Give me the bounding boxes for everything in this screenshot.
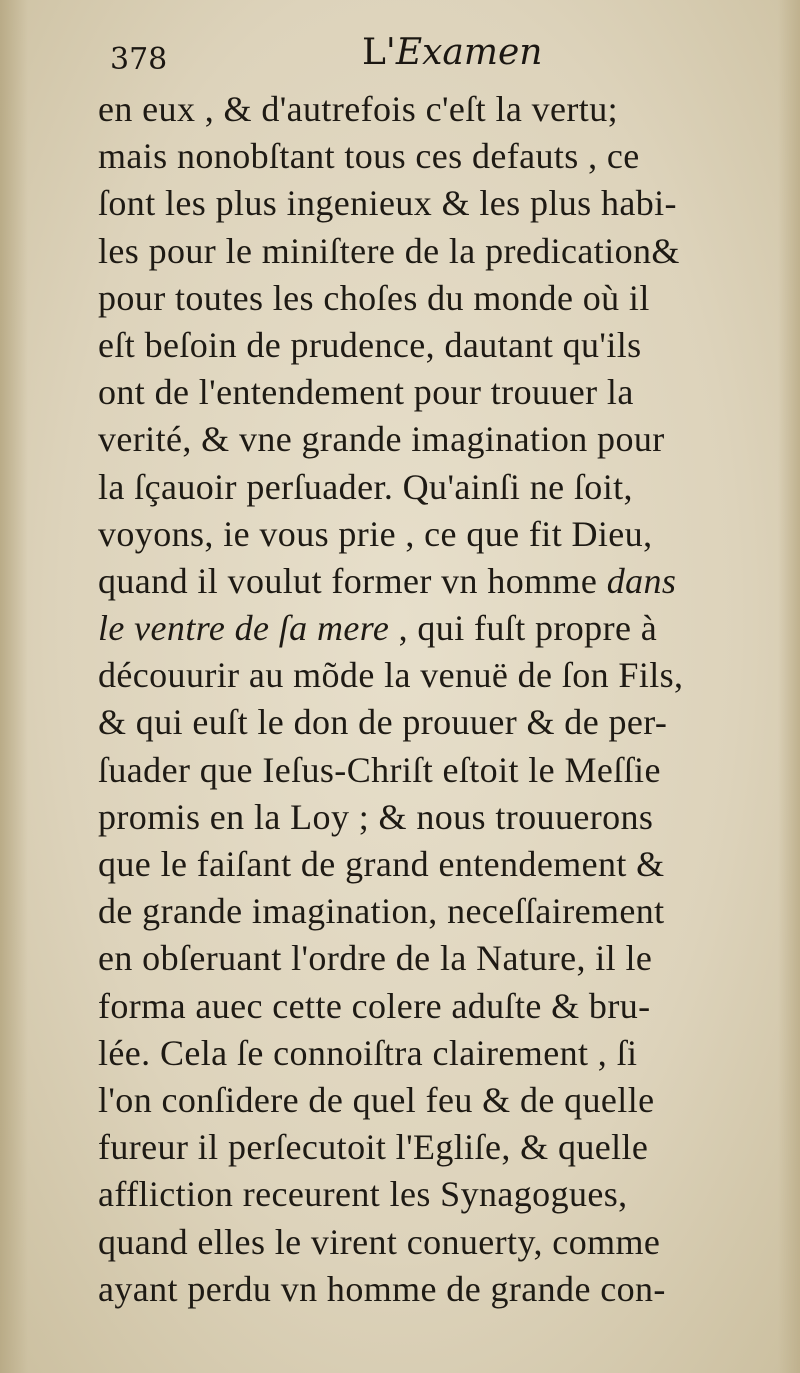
italic-word: dans [606,560,677,601]
page-shadow-left [0,0,28,1373]
text-line: lée. Cela ſe connoiſtra clairement , ſi [98,1032,638,1073]
text-line-roman: , qui fuſt propre à [389,608,658,649]
body-text [98,86,778,1313]
text-line: eſt beſoin de prudence, dautant qu'ils [98,324,642,365]
running-title-italic: Examen [395,32,543,73]
page-shadow-right [778,0,800,1373]
page-number: 378 [110,42,168,77]
text-line: pour toutes les choſes du monde où il [98,277,650,318]
text-line: affliction receurent les Synagogues, [98,1174,628,1215]
running-title-prefix: L' [362,32,396,73]
text-line: promis en la Loy ; & nous trouuerons [98,796,654,837]
text-line: la ſçauoir perſuader. Qu'ainſi ne ſoit, [98,466,633,507]
text-line: de grande imagination, neceſſairement [98,891,665,932]
text-line: l'on conſidere de quel feu & de quelle [98,1079,655,1120]
text-line-roman: quand il voulut former vn homme [98,560,598,601]
text-line: ſuader que Ieſus-Chriſt eſtoit le Meſſie [98,749,661,790]
text-line: voyons, ie vous prie , ce que fit Dieu, [98,513,653,554]
text-line: quand elles le virent conuerty, comme [98,1221,661,1262]
text-line: fureur il perſecutoit l'Egliſe, & quelle [98,1127,649,1168]
text-line: que le faiſant de grand entendement & [98,844,665,884]
text-line-with-italic [98,605,778,652]
text-line: ont de l'entendement pour trouuer la [98,372,634,413]
italic-phrase: le ventre de ſa mere [98,608,390,649]
text-line: en obſeruant l'ordre de la Nature, il le [98,938,653,979]
text-line: les pour le miniſtere de la predication& [98,230,680,271]
text-line: & qui euſt le don de prouuer & de per- [98,702,668,743]
text-line-with-italic [98,558,778,605]
text-line: ayant perdu vn homme de grande con- [98,1268,666,1309]
page-header [110,28,770,84]
text-line: découurir au mõde la venuë de ſon Fils, [98,655,684,696]
text-line: verité, & vne grande imagination pour [98,419,665,460]
text-line: mais nonobſtant tous ces defauts , ce [98,136,640,177]
text-line: en eux , & d'autrefois c'eſt la vertu; [98,89,618,129]
text-line: ſont les plus ingenieux & les plus habi- [98,183,677,224]
text-line: forma auec cette colere aduſte & bru- [98,985,651,1026]
running-title [362,32,542,73]
